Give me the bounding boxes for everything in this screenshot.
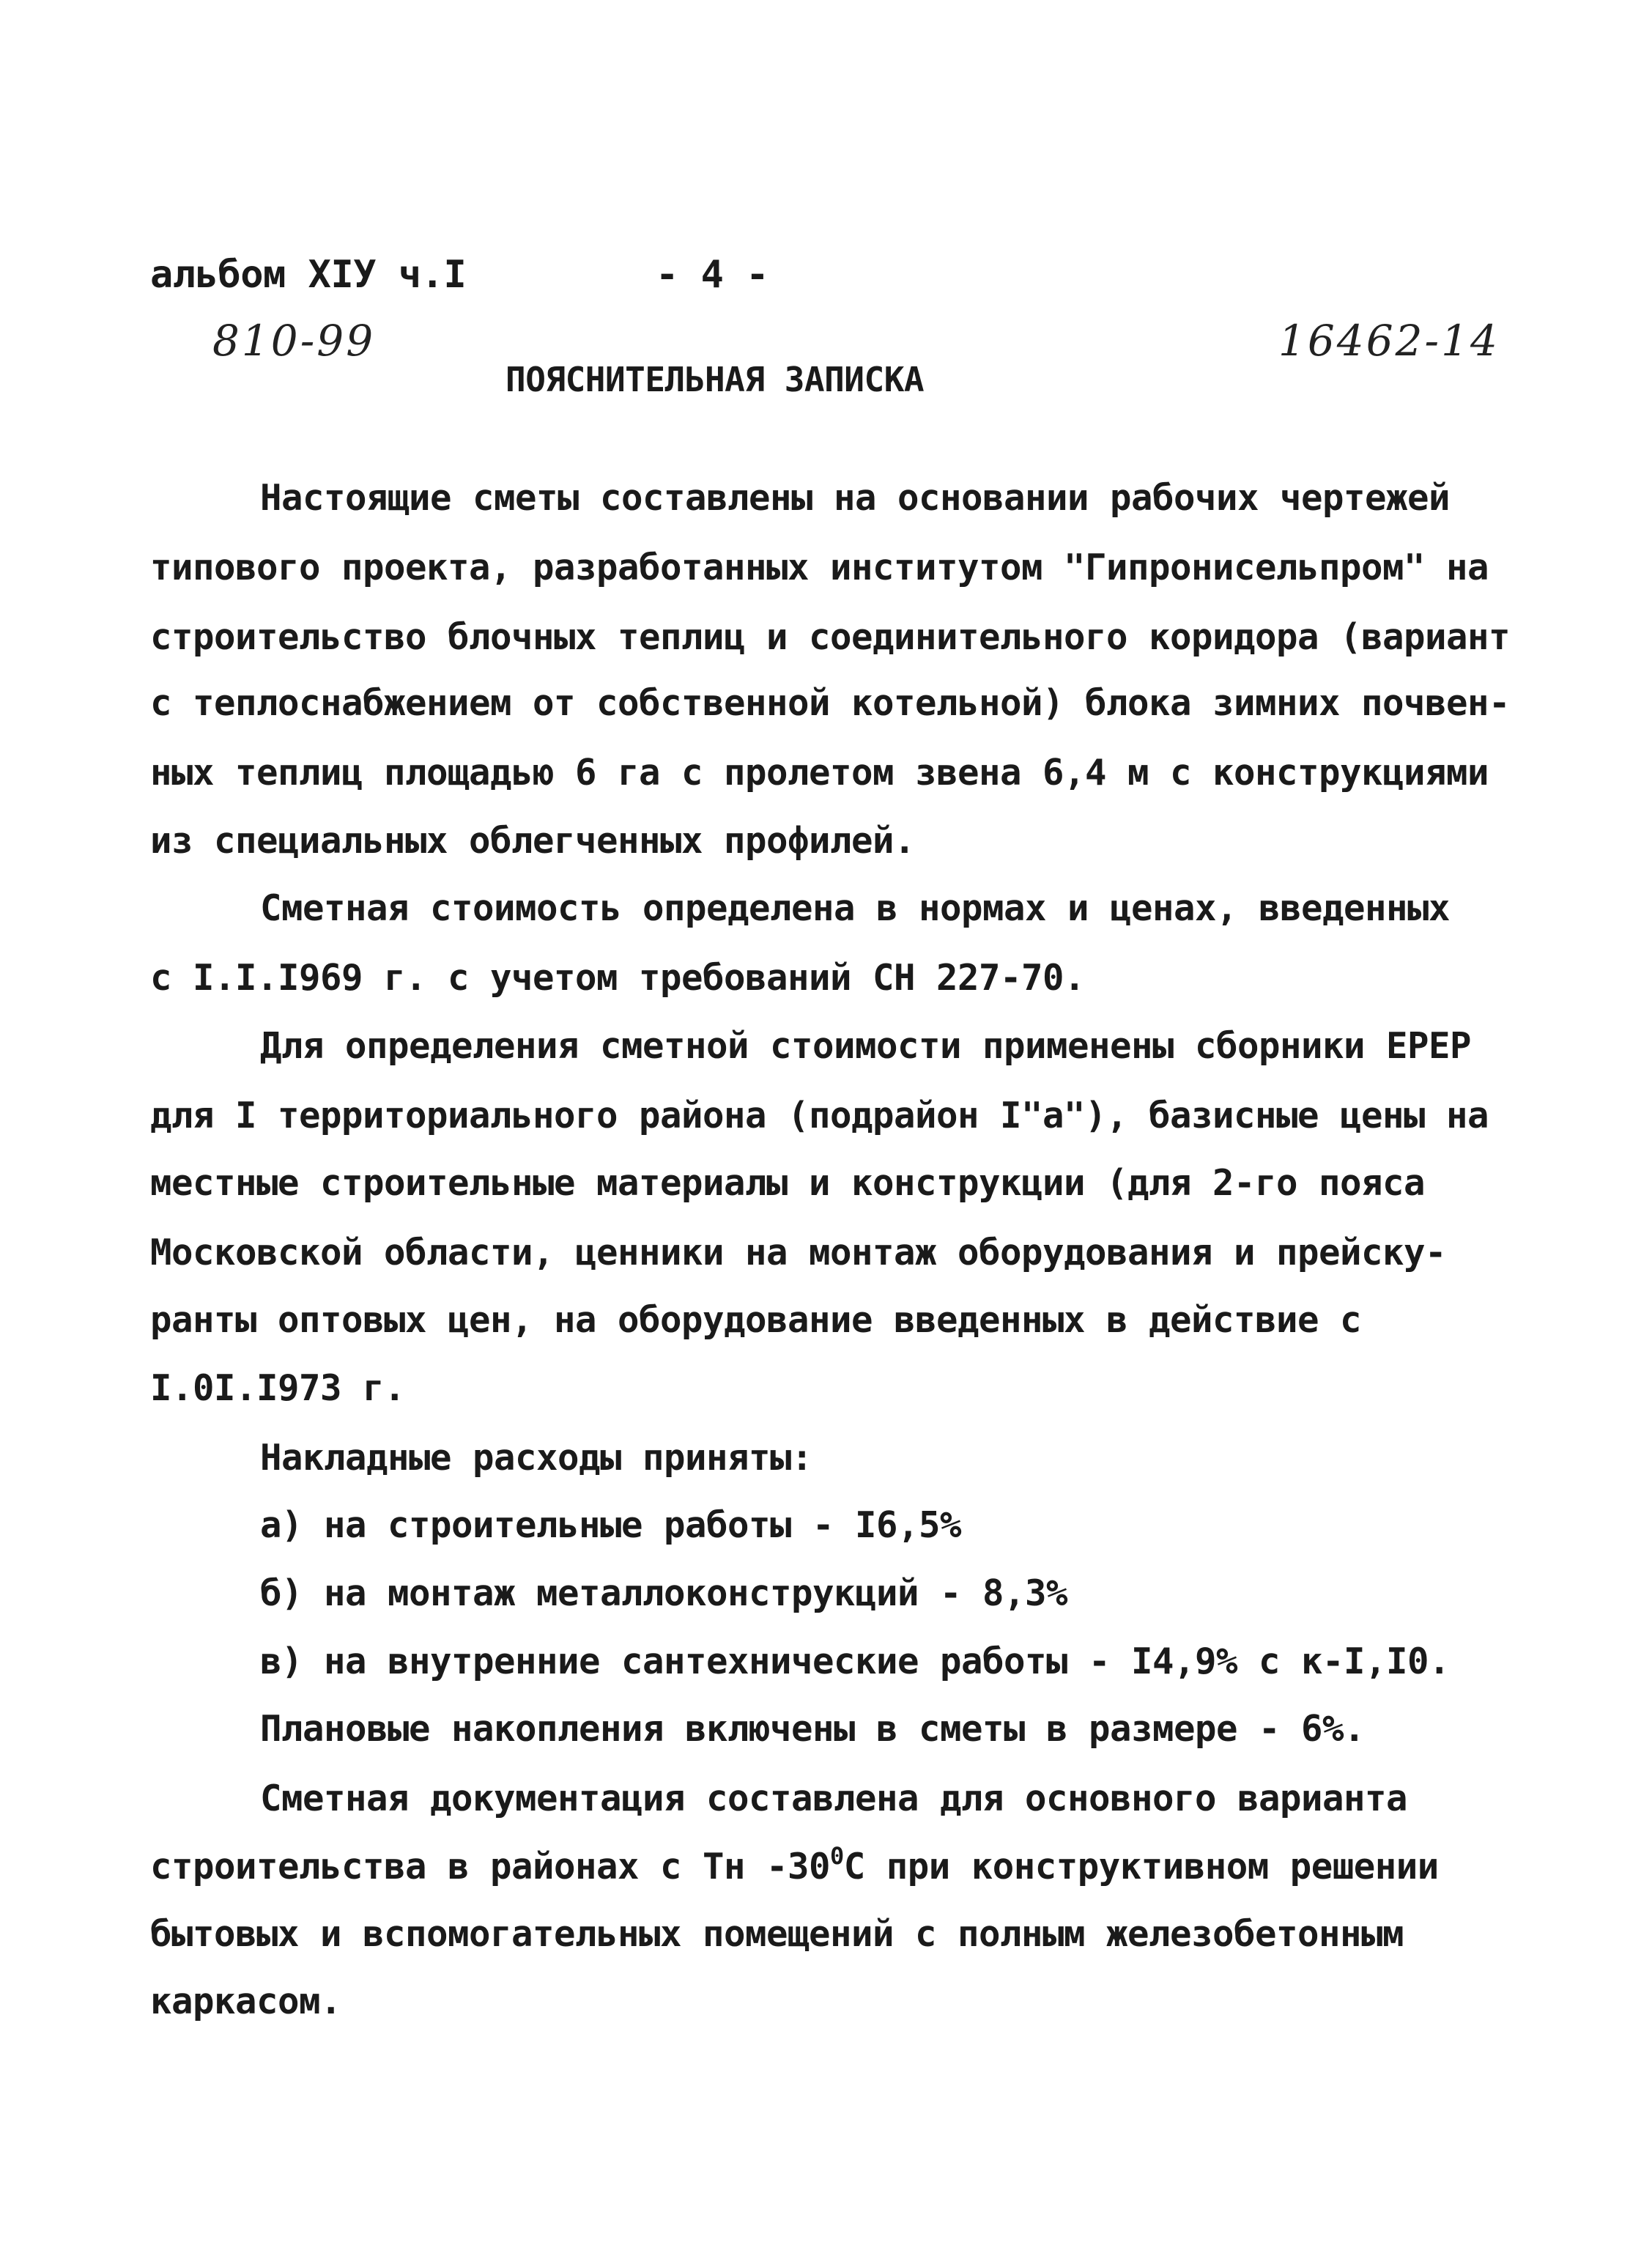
paragraph-2-line-1: Сметная стоимость определена в нормах и ценах, введенных [260, 887, 1451, 929]
page-number: - 4 - [656, 253, 769, 297]
paragraph-3-line-4: Московской области, ценники на монтаж оборудования и прейску- [150, 1232, 1447, 1273]
paragraph-1-line-6: из специальных облегченных профилей. [150, 820, 916, 862]
paragraph-3-line-5: ранты оптовых цен, на оборудование введенных в действие с [150, 1299, 1362, 1341]
paragraph-1-line-4: с теплоснабжением от собственной котельной) блока зимних почвен- [150, 682, 1511, 724]
paragraph-1-line-2: типового проекта, разработанных институтом "Гипронисельпром" на [150, 547, 1489, 588]
paragraph-6-line-2-start: строительства в районах с Тн -30 [150, 1846, 831, 1887]
overhead-item-c: в) на внутренние сантехнические работы - I4,9% с к-I,I0. [260, 1641, 1451, 1682]
overhead-item-b: б) на монтаж металлоконструкций - 8,3% [260, 1572, 1068, 1614]
paragraph-6-line-4: каркасом. [150, 1981, 342, 2022]
overhead-item-a: а) на строительные работы - I6,5% [260, 1504, 962, 1546]
paragraph-6-line-1: Сметная документация составлена для основного варианта [260, 1778, 1408, 1819]
paragraph-6-line-3: бытовых и вспомогательных помещений с полным железобетонным [150, 1913, 1404, 1955]
paragraph-1-line-5: ных теплиц площадью 6 га с пролетом звена 6,4 м с конструкциями [150, 752, 1489, 794]
handwritten-code-right: 16462-14 [1278, 316, 1500, 366]
album-label: альбом XIУ ч.I [150, 253, 467, 297]
paragraph-2-line-2: с I.I.I969 г. с учетом требований СН 227-70. [150, 957, 1086, 999]
paragraph-1-line-1: Настоящие сметы составлены на основании рабочих чертежей [260, 477, 1451, 519]
paragraph-6-line-2 [150, 1842, 1439, 1889]
degree-superscript: 0 [830, 1842, 844, 1870]
page-title: ПОЯСНИТЕЛЬНАЯ ЗАПИСКА [505, 360, 925, 399]
planned-savings: Плановые накопления включены в сметы в размере - 6%. [260, 1708, 1366, 1750]
paragraph-3-line-6: I.0I.I973 г. [150, 1367, 406, 1409]
paragraph-6-line-2-end: С при конструктивном решении [843, 1846, 1439, 1887]
paragraph-3-line-3: местные строительные материалы и конструкции (для 2-го пояса [150, 1162, 1426, 1204]
handwritten-code-left: 810-99 [212, 316, 376, 366]
paragraph-1-line-3: строительство блочных теплиц и соединительного коридора (вариант [150, 616, 1511, 658]
overhead-heading: Накладные расходы приняты: [260, 1437, 813, 1479]
paragraph-3-line-1: Для определения сметной стоимости применены сборники ЕРЕР [260, 1025, 1472, 1067]
paragraph-3-line-2: для I территориального района (подрайон I"а"), базисные цены на [150, 1095, 1489, 1136]
